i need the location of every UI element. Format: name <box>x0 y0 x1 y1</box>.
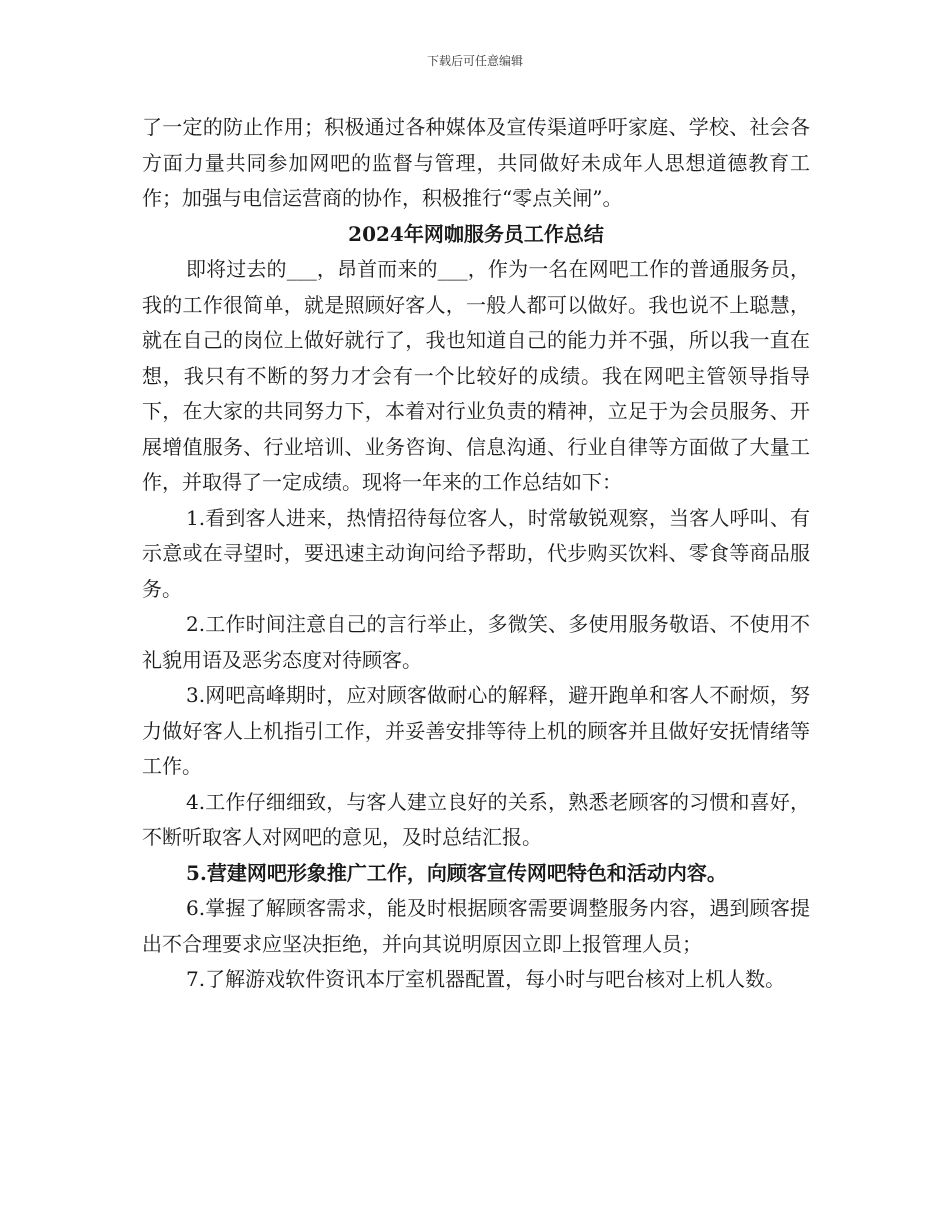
summary-item-1: 1.看到客人进来，热情招待每位客人，时常敏锐观察，当客人呼叫、有示意或在寻望时，要迅速主动询问给予帮助，代步购买饮料、零食等商品服务。 <box>142 505 810 601</box>
summary-item-3: 3.网吧高峰期时，应对顾客做耐心的解释，避开跑单和客人不耐烦，努力做好客人上机指引工作，并妥善安排等待上机的顾客并且做好安抚情绪等工作。 <box>142 683 810 778</box>
intro-continuation-paragraph: 了一定的防止作用；积极通过各种媒体及宣传渠道呼吁家庭、学校、社会各方面力量共同参加网吧的监督与管理，共同做好未成年人思想道德教育工作；加强与电信运营商的协作，积极推行“零点关闸”。 <box>142 115 810 210</box>
summary-item-7: 7.了解游戏软件资讯本厅室机器配置，每小时与吧台核对上机人数。 <box>186 967 786 991</box>
document-title: 2024年网咖服务员工作总结 <box>348 221 604 246</box>
summary-item-6: 6.掌握了解顾客需求，能及时根据顾客需要调整服务内容，遇到顾客提出不合理要求应坚决拒绝，并向其说明原因立即上报管理人员； <box>142 896 810 956</box>
summary-item-2: 2.工作时间注意自己的言行举止，多微笑、多使用服务敬语、不使用不礼貌用语及恶劣态度对待顾客。 <box>142 612 810 672</box>
summary-item-4: 4.工作仔细细致，与客人建立良好的关系，熟悉老顾客的习惯和喜好，不断听取客人对网吧的意见，及时总结汇报。 <box>142 789 810 849</box>
opening-paragraph: 即将过去的___，昂首而来的___，作为一名在网吧工作的普通服务员，我的工作很简单，就是照顾好客人，一般人都可以做好。我也说不上聪慧，就在自己的岗位上做好就行了，我也知道自己的能力并不强，所以我一直在想，我只有不断的努力才会有一个比较好的成绩。我在网吧主管领导指导下，在大家的共同努力下，本着对行业负责的精神，立足于为会员服务、开展增值服务、行业培训、业务咨询、信息沟通、行业自律等方面做了大量工作，并取得了一定成绩。现将一年来的工作总结如下： <box>142 257 810 494</box>
page-header: 下载后可任意编辑 <box>426 54 523 68</box>
document-body <box>142 110 810 998</box>
summary-item-5: 5.营建网吧形象推广工作，向顾客宣传网吧特色和活动内容。 <box>186 860 727 885</box>
